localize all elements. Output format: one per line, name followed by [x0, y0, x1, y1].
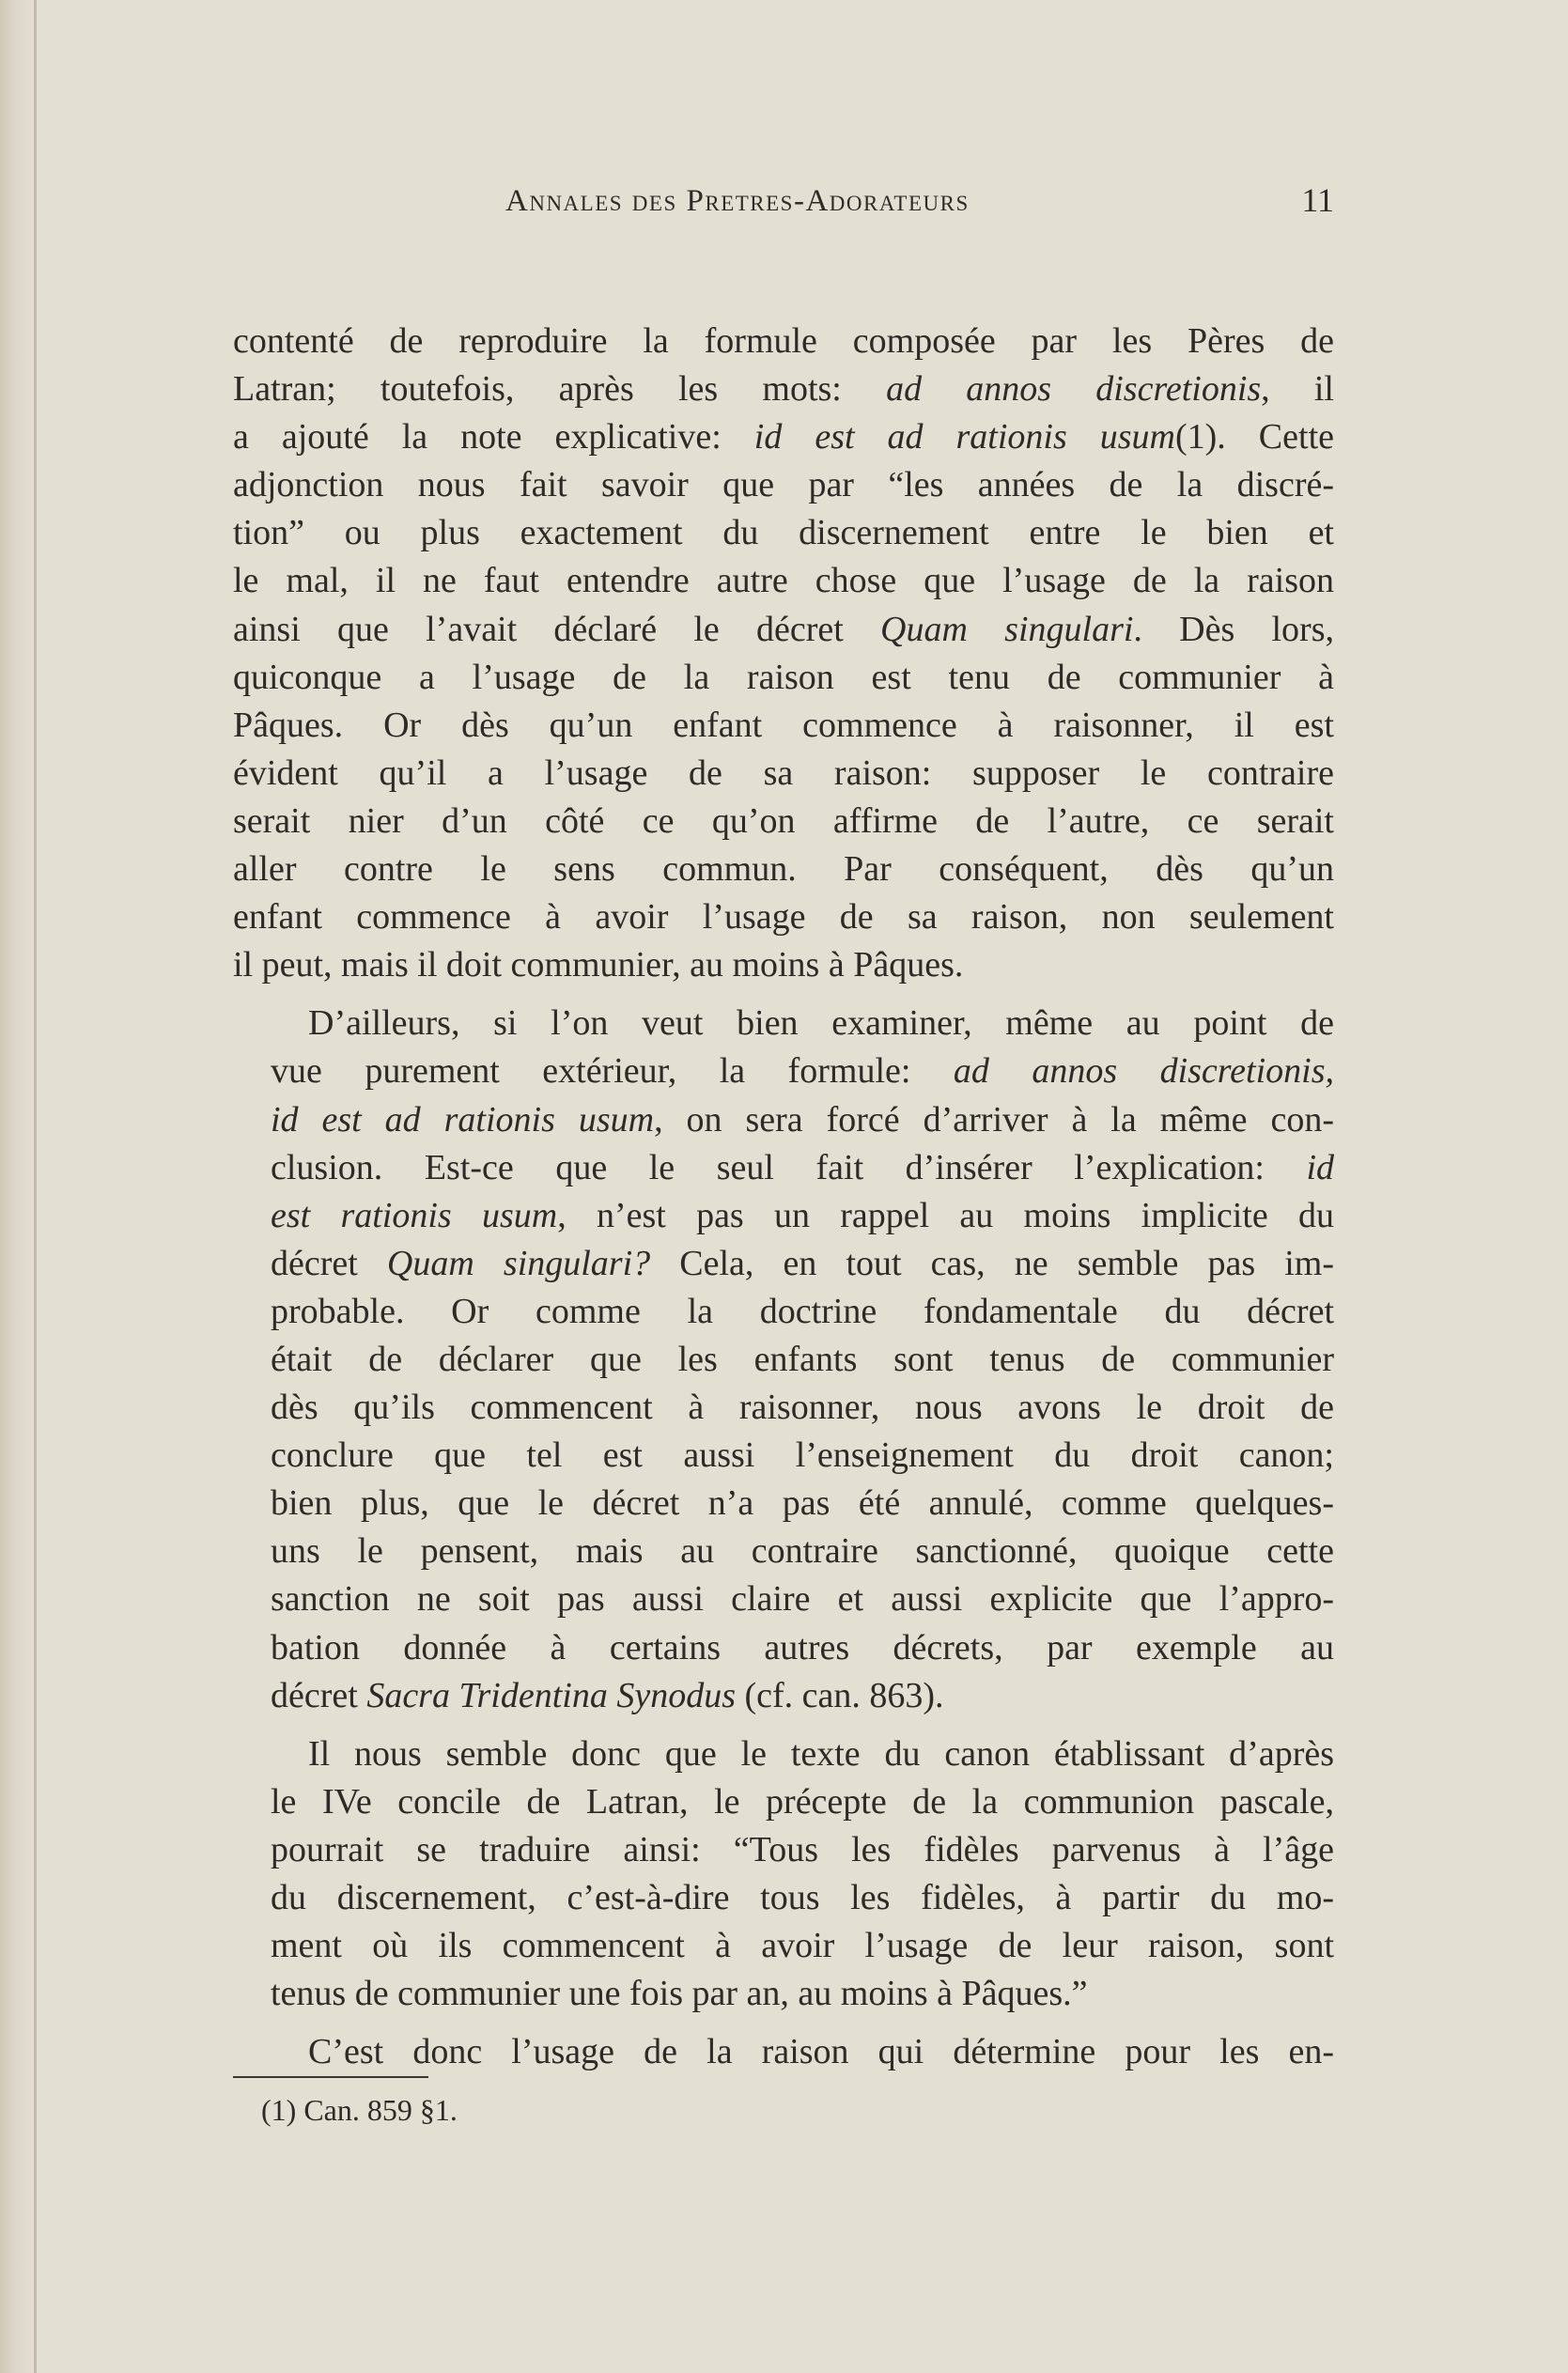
text-line — [233, 1730, 1334, 1778]
text-segment: Il nous semble donc que le texte du canon établissant d’après — [308, 1733, 1334, 1774]
text-line — [233, 1575, 1334, 1623]
text-segment: ment où ils commencent à avoir l’usage de leur raison, sont — [271, 1926, 1334, 1966]
text-segment: uns le pensent, mais au contraire sanctionné, quoique cette — [271, 1531, 1334, 1572]
italic-phrase: est rationis usum — [271, 1195, 558, 1235]
gutter-edge-line — [34, 0, 37, 2373]
text-line — [233, 702, 1334, 750]
text-line — [233, 798, 1334, 845]
text-segment: C’est donc l’usage de la raison qui détermine pour les en- — [308, 2032, 1334, 2072]
running-header — [233, 180, 1334, 227]
italic-phrase: id est ad rationis usum — [753, 417, 1175, 458]
text-line — [233, 365, 1334, 413]
text-segment: décret — [271, 1675, 367, 1715]
text-line — [233, 1047, 1334, 1095]
main-text — [233, 318, 1334, 2076]
text-segment: tion” ou plus exactement du discernement entre le bien et — [233, 513, 1334, 553]
text-segment: a ajouté la note explicative: — [233, 417, 754, 458]
text-line — [233, 606, 1334, 654]
paragraph — [233, 2028, 1334, 2076]
text-segment: Latran; toutefois, après les mots: — [233, 369, 887, 410]
text-line — [233, 1874, 1334, 1922]
text-line — [233, 1922, 1334, 1970]
text-segment: du discernement, c’est-à-dire tous les fidèles, à partir du mo- — [271, 1878, 1334, 1917]
text-segment: , n’est pas un rappel au moins implicite du — [557, 1195, 1335, 1235]
book-page — [233, 0, 1334, 2373]
text-segment: bation donnée à certains autres décrets, par exemple au — [271, 1627, 1334, 1667]
text-segment: ainsi que l’avait déclaré le décret — [233, 609, 881, 649]
text-segment: enfant commence à avoir l’usage de sa raison, non seulement — [233, 897, 1334, 938]
italic-phrase: ad annos discretionis — [886, 369, 1262, 410]
text-segment: il peut, mais il doit communier, au moins à Pâques. — [233, 945, 964, 985]
text-segment: le IVe concile de Latran, le précepte de la communion pascale, — [271, 1781, 1334, 1822]
italic-phrase: Quam singulari — [880, 609, 1134, 649]
footnote-divider — [233, 2076, 428, 2078]
text-line — [233, 1288, 1334, 1336]
text-line — [233, 1970, 1334, 2018]
text-line — [233, 1096, 1334, 1144]
italic-phrase: id est ad rationis usum — [271, 1099, 655, 1140]
text-segment: (1). Cette — [1175, 417, 1334, 458]
text-segment: (cf. can. 863). — [736, 1675, 944, 1715]
text-segment: probable. Or comme la doctrine fondamentale du décret — [271, 1291, 1334, 1331]
text-segment: contenté de reproduire la formule composée par les Pères de — [233, 321, 1334, 361]
text-line — [233, 2028, 1334, 2076]
text-segment: était de déclarer que les enfants sont tenus de communier — [271, 1339, 1334, 1379]
running-title: Annales des Pretres-Adorateurs — [505, 184, 970, 218]
text-line — [233, 1778, 1334, 1826]
text-line — [233, 1384, 1334, 1432]
text-line — [233, 1480, 1334, 1528]
text-line — [233, 1672, 1334, 1720]
text-segment: quiconque a l’usage de la raison est tenu de communier à — [233, 657, 1334, 697]
text-segment: clusion. Est-ce que le seul fait d’insérer l’explication: — [271, 1147, 1307, 1187]
text-line — [233, 1000, 1334, 1047]
paragraph — [233, 1000, 1334, 1719]
italic-phrase: Quam singulari? — [386, 1243, 651, 1283]
text-line — [233, 413, 1334, 461]
text-segment: tenus de communier une fois par an, au moins à Pâques.” — [271, 1974, 1088, 2014]
text-segment: Cela, en tout cas, ne semble pas im- — [650, 1243, 1334, 1283]
text-line — [233, 1144, 1334, 1192]
text-line — [233, 893, 1334, 941]
text-line — [233, 318, 1334, 365]
text-segment: décret — [271, 1243, 387, 1283]
text-line — [233, 941, 1334, 989]
italic-phrase: ad annos discretionis, — [953, 1051, 1334, 1092]
text-line — [233, 845, 1334, 893]
text-line — [233, 750, 1334, 798]
text-line — [233, 654, 1334, 702]
text-line — [233, 1826, 1334, 1874]
text-segment: Pâques. Or dès qu’un enfant commence à raisonner, il est — [233, 705, 1334, 745]
text-segment: vue purement extérieur, la formule: — [271, 1051, 954, 1092]
italic-phrase: id — [1306, 1147, 1334, 1187]
text-segment: , il — [1261, 369, 1334, 410]
text-segment: . Dès lors, — [1133, 609, 1334, 649]
text-segment: , on sera forcé d’arriver à la même con- — [654, 1099, 1335, 1140]
text-segment: le mal, il ne faut entendre autre chose que l’usage de la raison — [233, 561, 1334, 601]
text-segment: D’ailleurs, si l’on veut bien examiner, même au point de — [308, 1003, 1334, 1044]
text-line — [233, 1624, 1334, 1672]
text-segment: bien plus, que le décret n’a pas été annulé, comme quelques- — [271, 1483, 1334, 1524]
text-segment: sanction ne soit pas aussi claire et aussi explicite que l’appro- — [271, 1579, 1334, 1620]
page-number: 11 — [1301, 181, 1334, 219]
text-line — [233, 509, 1334, 557]
text-line — [233, 1192, 1334, 1240]
text-line — [233, 1336, 1334, 1384]
text-segment: évident qu’il a l’usage de sa raison: supposer le contraire — [233, 752, 1334, 793]
text-line — [233, 1432, 1334, 1480]
text-segment: adjonction nous fait savoir que par “les années de la discré- — [233, 465, 1334, 505]
text-line — [233, 1240, 1334, 1288]
text-segment: pourrait se traduire ainsi: “Tous les fidèles parvenus à l’âge — [271, 1829, 1334, 1869]
text-segment: dès qu’ils commencent à raisonner, nous avons le droit de — [271, 1388, 1334, 1428]
text-segment: aller contre le sens commun. Par conséquent, dès qu’un — [233, 849, 1334, 890]
paragraph — [233, 1730, 1334, 2019]
text-segment: serait nier d’un côté ce qu’on affirme de l’autre, ce serait — [233, 800, 1334, 841]
text-segment: conclure que tel est aussi l’enseignement du droit canon; — [271, 1435, 1334, 1476]
text-line — [233, 1528, 1334, 1575]
paragraph — [233, 318, 1334, 989]
text-line — [233, 557, 1334, 605]
text-line — [233, 461, 1334, 509]
italic-phrase: Sacra Tridentina Synodus — [366, 1675, 736, 1715]
footnote: (1) Can. 859 §1. — [261, 2093, 458, 2127]
